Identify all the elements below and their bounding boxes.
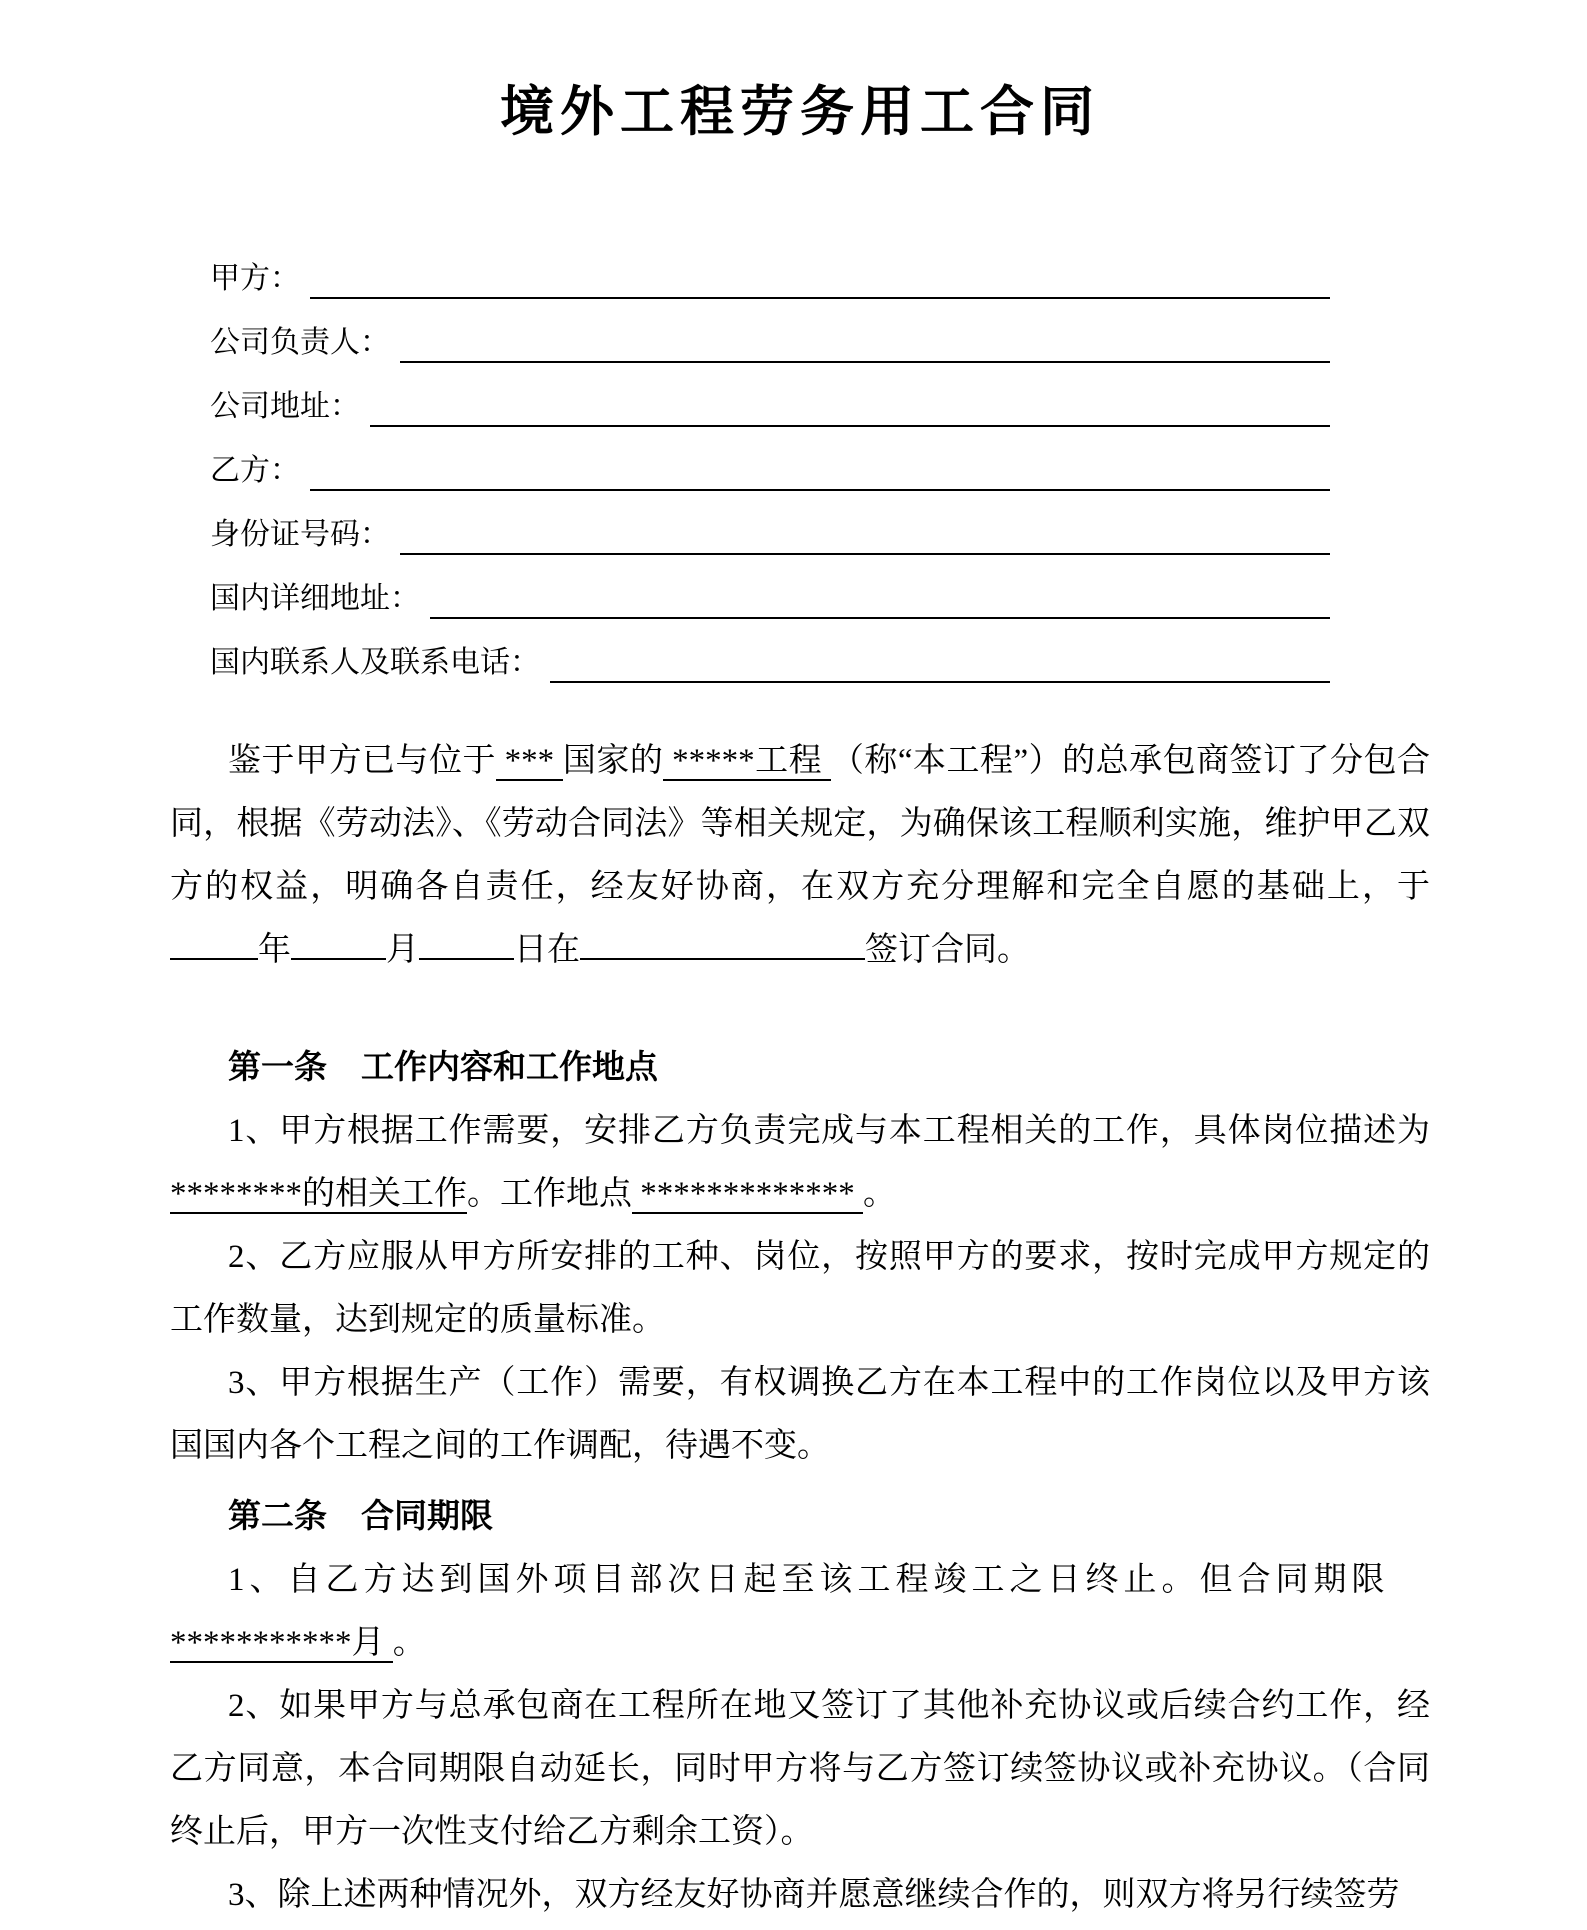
year-blank[interactable] bbox=[170, 954, 258, 960]
field-row-party-b bbox=[210, 427, 1330, 491]
article-2-heading bbox=[170, 1486, 1430, 1549]
article-2-item-2: 2、如果甲方与总承包商在工程所在地又签订了其他补充协议或后续合约工作，经乙方同意，本合同期限自动延长，同时甲方将与乙方签订续签协议或补充协议。（合同终止后，甲方一次性支付给乙方剩余工资）。 bbox=[170, 1688, 1430, 1850]
work-location-blank-underlined[interactable]: ************* bbox=[632, 1176, 863, 1212]
field-label-domestic-contact: 国内联系人及联系电话： bbox=[210, 646, 540, 679]
field-label-id-number: 身份证号码： bbox=[210, 518, 390, 551]
intro-day-at-label: 日在 bbox=[514, 932, 580, 968]
field-blank-id-number[interactable] bbox=[400, 515, 1330, 555]
article-2-item-1 bbox=[170, 1549, 1430, 1675]
field-label-company-manager: 公司负责人： bbox=[210, 326, 390, 359]
article-1-item-3: 3、甲方根据生产（工作）需要，有权调换乙方在本工程中的工作岗位以及甲方该国国内各个工程之间的工作调配，待遇不变。 bbox=[170, 1365, 1430, 1464]
article-1-heading bbox=[170, 1037, 1430, 1100]
country-blank-underlined[interactable]: *** bbox=[495, 743, 563, 779]
a1-item1-text-1: 1、甲方根据工作需要，安排乙方负责完成与本工程相关的工作，具体岗位描述为 bbox=[228, 1113, 1430, 1149]
field-blank-party-a[interactable] bbox=[310, 259, 1330, 299]
field-row-party-a bbox=[210, 235, 1330, 299]
field-row-company-manager bbox=[210, 299, 1330, 363]
a2-item1-text-1: 1、自乙方达到国外项目部次日起至该工程竣工之日终止。但合同期限 bbox=[228, 1562, 1390, 1598]
header-fill-in-fields bbox=[210, 235, 1330, 683]
field-label-domestic-address: 国内详细地址： bbox=[210, 582, 420, 615]
intro-end-text: 签订合同。 bbox=[865, 932, 1030, 968]
field-row-domestic-contact bbox=[210, 619, 1330, 683]
contract-term-blank-underlined[interactable]: ***********月 bbox=[170, 1625, 393, 1661]
document-content bbox=[170, 75, 1430, 1927]
field-row-company-address bbox=[210, 363, 1330, 427]
field-row-domestic-address bbox=[210, 555, 1330, 619]
field-blank-domestic-address[interactable] bbox=[430, 579, 1330, 619]
intro-text-2: 国家的 bbox=[562, 743, 664, 779]
a1-item1-text-2: 。工作地点 bbox=[467, 1176, 632, 1212]
article-2-title: 合同期限 bbox=[361, 1499, 493, 1535]
intro-text-3: （称“本工程”）的总承包商签订了分包合同，根据《劳动法》、《劳动合同法》等相关规定，为确保该工程顺利实施，维护甲乙双方的权益，明确各自责任，经友好协商，在双方充分理解和完全自愿的基础上，于 bbox=[170, 743, 1431, 905]
signing-place-blank[interactable] bbox=[580, 954, 865, 960]
article-1-title: 工作内容和工作地点 bbox=[361, 1050, 658, 1086]
a1-item1-text-3: 。 bbox=[863, 1176, 896, 1212]
month-blank[interactable] bbox=[291, 954, 386, 960]
field-blank-company-manager[interactable] bbox=[400, 323, 1330, 363]
field-blank-domestic-contact[interactable] bbox=[550, 643, 1330, 683]
document-title: 境外工程劳务用工合同 bbox=[500, 82, 1100, 142]
field-label-party-a: 甲方： bbox=[210, 262, 300, 295]
intro-month-label: 月 bbox=[386, 932, 419, 968]
field-blank-party-b[interactable] bbox=[310, 451, 1330, 491]
a2-item1-text-2: 。 bbox=[392, 1625, 426, 1661]
article-2-number: 第二条 bbox=[228, 1499, 327, 1535]
article-1-item-2: 2、乙方应服从甲方所安排的工种、岗位，按照甲方的要求，按时完成甲方规定的工作数量，达到规定的质量标准。 bbox=[170, 1239, 1430, 1338]
intro-text-1: 鉴于甲方已与位于 bbox=[228, 743, 496, 779]
project-blank-underlined[interactable]: *****工程 bbox=[663, 743, 831, 779]
intro-year-label: 年 bbox=[258, 932, 291, 968]
article-1-item-1 bbox=[170, 1100, 1430, 1226]
field-row-id-number bbox=[210, 491, 1330, 555]
field-label-company-address: 公司地址： bbox=[210, 390, 360, 423]
job-description-blank-underlined[interactable]: ********的相关工作 bbox=[170, 1176, 467, 1212]
article-2-item-3: 3、除上述两种情况外，双方经友好协商并愿意继续合作的，则双方将另行续签劳 bbox=[228, 1877, 1400, 1913]
field-label-party-b: 乙方： bbox=[210, 454, 300, 487]
day-blank[interactable] bbox=[419, 954, 514, 960]
field-blank-company-address[interactable] bbox=[370, 387, 1330, 427]
intro-paragraph bbox=[170, 730, 1430, 982]
article-1-number: 第一条 bbox=[228, 1050, 327, 1086]
